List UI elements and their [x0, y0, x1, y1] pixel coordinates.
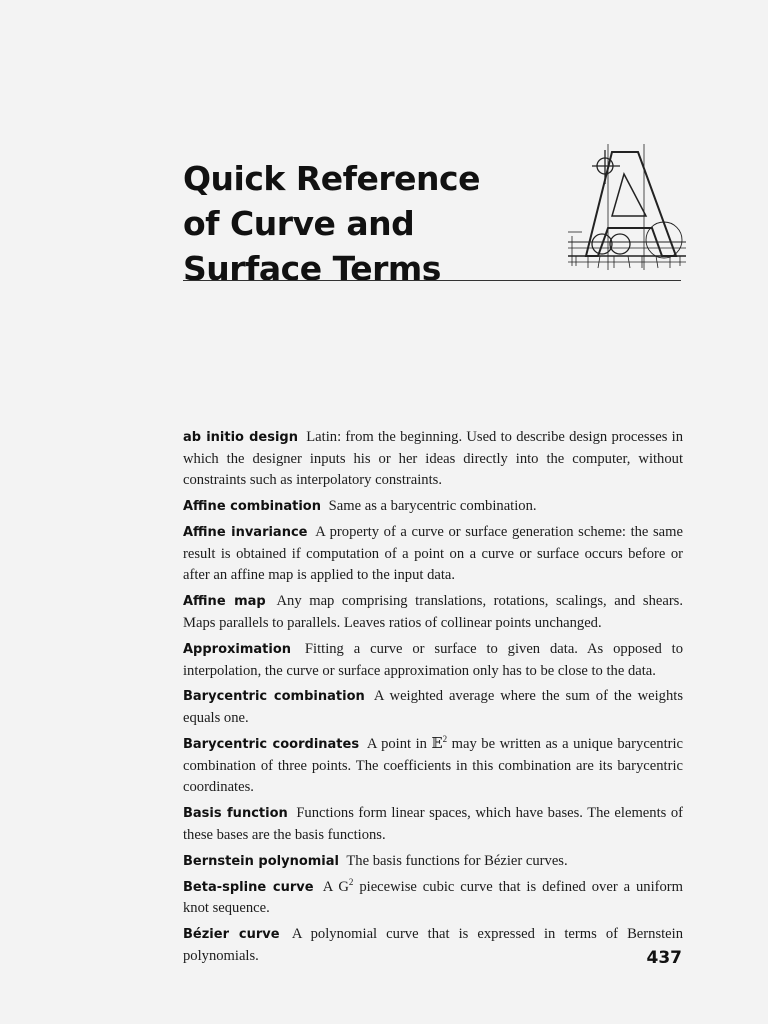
glossary-term: Approximation — [183, 641, 292, 657]
chapter-title-line: Quick Reference — [183, 159, 480, 199]
glossary-entry — [183, 924, 683, 967]
glossary-definition: A property of a curve or surface generation scheme: the same result is obtained if computation of a point on a curve or surface occurs before or after an affine map is applied to the input data. — [183, 524, 683, 584]
chapter-title-line: of Curve and — [183, 204, 415, 244]
glossary-entry — [183, 496, 683, 518]
glossary-definition: A weighted average where the sum of the weights equals one. — [183, 688, 683, 727]
glossary-definition: Same as a barycentric combination. — [328, 498, 537, 515]
glossary-entry — [183, 734, 683, 799]
glossary-list — [183, 427, 683, 972]
glossary-term: Bézier curve — [183, 927, 280, 943]
chapter-title-line: Surface Terms — [183, 249, 441, 289]
glossary-definition: Latin: from the beginning. Used to describe design processes in which the designer inputs his or her ideas directly into the computer, without constraints such as interpolatory constraints. — [183, 429, 683, 489]
chapter-title — [183, 156, 543, 291]
glossary-term: ab initio design — [183, 430, 298, 445]
glossary-term: Barycentric coordinates — [183, 737, 360, 753]
glossary-term: Affine invariance — [183, 525, 308, 541]
glossary-term: Basis function — [183, 806, 288, 822]
superscript: 2 — [442, 734, 448, 745]
glossary-definition-start: A G — [322, 878, 349, 895]
glossary-term: Affine combination — [183, 499, 321, 515]
glossary-entry — [183, 427, 683, 492]
glossary-entry — [183, 803, 683, 846]
glossary-term: Beta-spline curve — [183, 879, 314, 895]
glossary-definition: Fitting a curve or surface to given data. As opposed to interpolation, the curve or surface approximation only has to be close to the data. — [183, 640, 683, 679]
glossary-term: Bernstein polynomial — [183, 853, 339, 869]
glossary-definition: A polynomial curve that is expressed in terms of Bernstein polynomials. — [183, 926, 684, 964]
glossary-entry — [183, 522, 683, 587]
glossary-definition-end: may be written as a unique barycentric combination of three points. The coefficients in this combination are its barycentric coordinates. — [183, 736, 684, 796]
glossary-definition-start: A point in 𝔼 — [366, 736, 443, 753]
glossary-term: Barycentric combination — [183, 689, 365, 705]
title-divider — [183, 280, 681, 281]
glossary-definition: Any map comprising translations, rotations, scalings, and shears. Maps parallels to parallels. Leaves ratios of collinear points unchanged. — [183, 593, 684, 631]
drafted-letter-a-icon — [568, 144, 686, 270]
glossary-definition: The basis functions for Bézier curves. — [346, 852, 568, 869]
glossary-definition-end: piecewise cubic curve that is defined over a uniform knot sequence. — [183, 878, 684, 917]
page-number: 437 — [646, 948, 682, 968]
glossary-definition: Functions form linear spaces, which have bases. The elements of these bases are the basis functions. — [183, 805, 683, 843]
glossary-entry — [183, 686, 683, 729]
glossary-entry — [183, 639, 683, 682]
glossary-entry — [183, 591, 683, 634]
superscript: 2 — [348, 876, 354, 887]
glossary-term: Affine map — [183, 594, 266, 610]
glossary-entry — [183, 851, 683, 873]
glossary-entry — [183, 877, 683, 920]
